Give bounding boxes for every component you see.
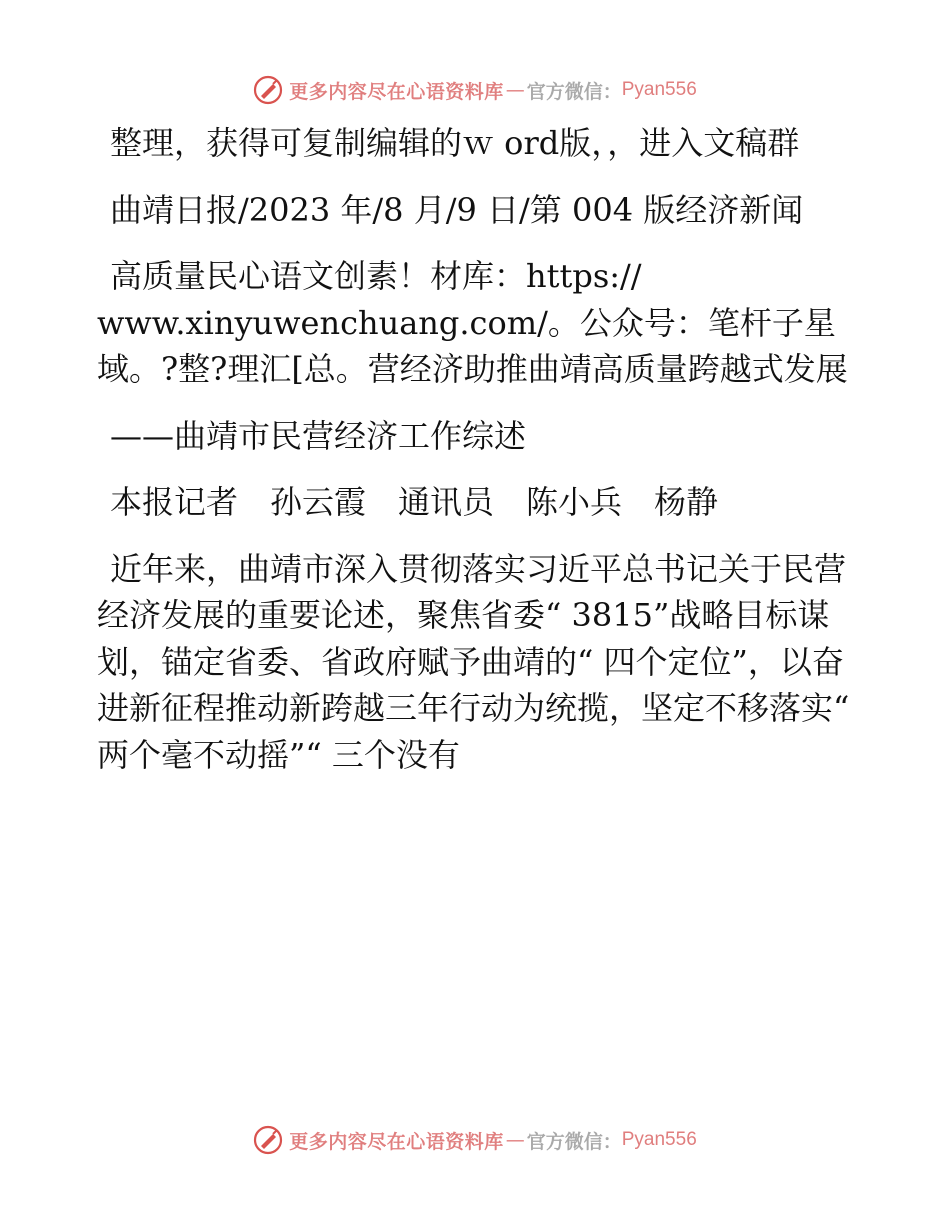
banner-handle: Pyan556: [621, 79, 697, 100]
paragraph-source: 曲靖日报/2023 年/8 月/9 日/第 004 版经济新闻: [110, 190, 804, 229]
document-body: [97, 120, 857, 798]
paragraph-subtitle: ——曲靖市民营经济工作综述: [110, 416, 527, 455]
banner-separator: —: [505, 79, 525, 101]
quill-logo-icon: [253, 1125, 283, 1155]
banner-brand: 更多内容尽在心语资料库: [289, 80, 504, 103]
banner-contact: 官方微信：: [526, 80, 622, 103]
banner-brand: 更多内容尽在心语资料库: [289, 1130, 504, 1153]
paragraph-body: 近年来，曲靖市深入贯彻落实习近平总书记关于民营经济发展的重要论述，聚焦省委“ 3815”战略目标谋划，锚定省委、省政府赋予曲靖的“ 四个定位”，以奋进新征程推动新跨越三年行动为统揽，坚定不移落实“ 两个毫不动摇”“ 三个没有: [97, 549, 850, 774]
quill-logo-icon: [253, 75, 283, 105]
paragraph-byline: 本报记者 孙云霞 通讯员 陈小兵 杨静: [110, 483, 719, 521]
banner-handle: Pyan556: [621, 1129, 697, 1150]
banner-contact: 官方微信：: [526, 1130, 622, 1153]
paragraph-note: 整理，获得可复制编辑的ｗ ord版，，进入文稿群: [110, 124, 800, 162]
banner-separator: —: [505, 1129, 525, 1151]
watermark-banner-top: [0, 70, 950, 110]
paragraph-headline: 高质量民心语文创素！材库：https:// www.xinyuwenchuang.com/。公众号：笔杆子星域。?整?理汇[总。营经济助推曲靖高质量跨越式发展: [97, 257, 848, 388]
watermark-banner-bottom: [0, 1120, 950, 1160]
